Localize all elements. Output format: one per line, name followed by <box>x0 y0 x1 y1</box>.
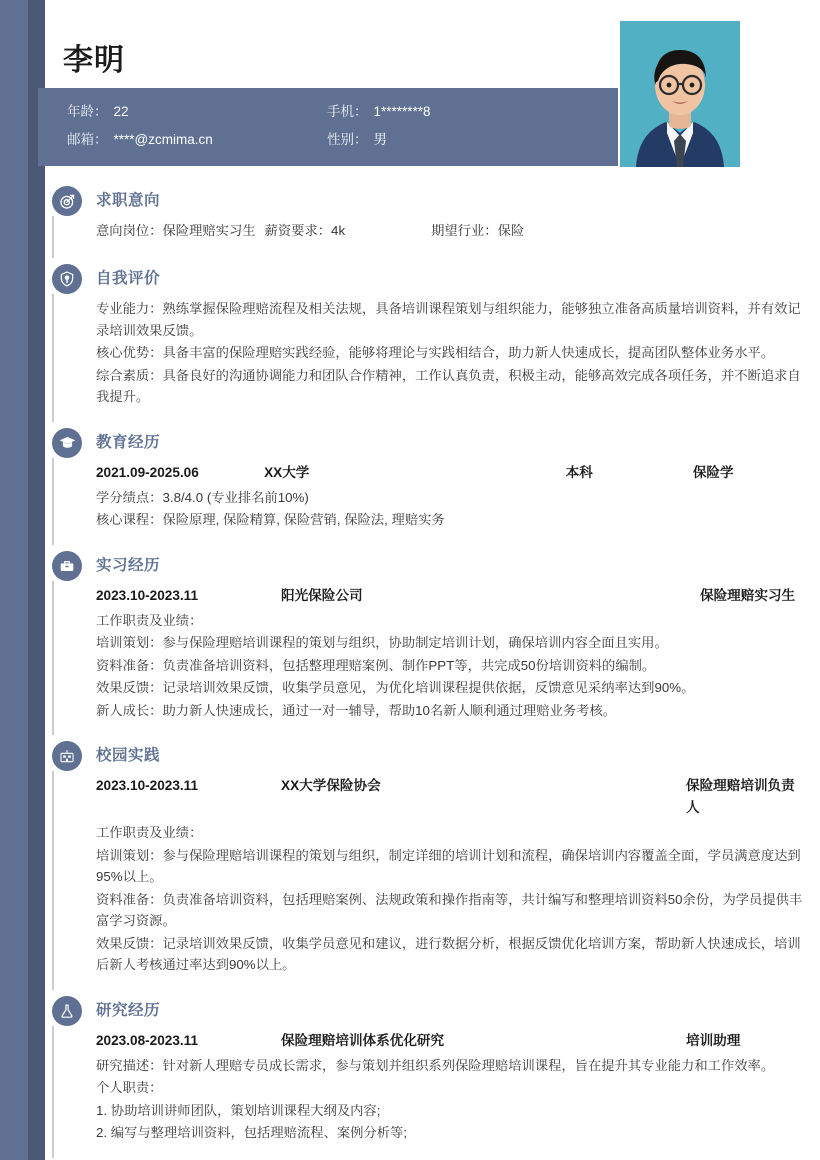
research-role: 培训助理 <box>686 1032 741 1048</box>
section-body-campus-practice <box>96 775 820 986</box>
timeline-connector <box>52 216 54 258</box>
timeline-connector <box>52 581 54 736</box>
research-entry-head <box>96 1030 806 1052</box>
left-accent-stripe <box>28 0 45 1160</box>
job-intent-industry-value: 保险 <box>497 223 525 238</box>
campus-detail: 工作职责及业绩： <box>96 825 203 840</box>
timeline-connector <box>52 771 54 990</box>
section-title-internship: 实习经历 <box>96 556 161 574</box>
flask-icon <box>52 996 82 1026</box>
section-header-internship <box>96 551 820 585</box>
graduation-cap-icon <box>52 428 82 458</box>
portrait-illustration <box>620 21 740 167</box>
education-school: XX大学 <box>264 464 310 480</box>
campus-entry-head <box>96 775 806 819</box>
info-value-phone: 1********8 <box>373 104 431 119</box>
resume-sheet <box>45 0 820 1160</box>
internship-entry-head <box>96 585 820 607</box>
campus-detail: 效果反馈：记录培训效果反馈，收集学员意见和建议，进行数据分析，根据反馈优化培训方案，帮助新人快速成长，培训后新人考核通过率达到90%以上。 <box>96 935 801 972</box>
info-label-email: 邮箱： <box>67 132 108 147</box>
internship-detail: 工作职责及业绩： <box>96 612 203 628</box>
research-detail: 研究描述：针对新人理赔专员成长需求，参与策划并组织系列保险理赔培训课程，旨在提升其专业能力和工作效率。 <box>96 1057 775 1073</box>
internship-detail: 新人成长：助力新人快速成长，通过一对一辅导，帮助10名新人顺利通过理赔业务考核。 <box>96 702 617 718</box>
section-body-research <box>96 1030 820 1154</box>
timeline-connector <box>52 294 54 422</box>
briefcase-icon <box>52 551 82 581</box>
section-header-job-intent <box>96 186 820 220</box>
info-item-gender <box>327 128 587 148</box>
info-label-gender: 性别： <box>327 132 368 147</box>
section-title-education: 教育经历 <box>96 433 161 451</box>
info-item-phone <box>327 100 587 120</box>
info-value-gender: 男 <box>373 132 387 147</box>
job-intent-position-value: 保险理赔实习生 <box>162 223 256 238</box>
campus-organization: XX大学保险协会 <box>281 778 381 793</box>
internship-detail: 资料准备：负责准备培训资料，包括整理理赔案例、制作PPT等，共完成50份培训资料的编制。 <box>96 657 656 673</box>
timeline-connector <box>52 1026 54 1158</box>
timeline-connector <box>52 458 54 545</box>
candidate-photo <box>620 21 740 167</box>
section-campus-practice <box>45 741 820 986</box>
contact-info-grid <box>67 100 607 148</box>
education-entry-head <box>96 462 820 484</box>
education-degree: 本科 <box>565 464 593 480</box>
campus-detail: 培训策划：参与保险理赔培训课程的策划与组织，制定详细的培训计划和流程，确保培训内容覆盖全面，学员满意度达到95%以上。 <box>96 847 801 884</box>
info-value-age: 22 <box>113 104 129 119</box>
self-eval-paragraph: 核心优势：具备丰富的保险理赔实践经验，能够将理论与实践相结合，助力新人快速成长，提高团队整体业务水平。 <box>96 345 775 360</box>
research-detail: 个人职责： <box>96 1080 163 1095</box>
job-intent-row <box>96 220 820 242</box>
section-body-education <box>96 462 820 541</box>
research-date: 2023.08-2023.11 <box>96 1032 199 1048</box>
section-research <box>45 996 820 1154</box>
badge-icon <box>52 264 82 294</box>
info-value-email: ****@zcmima.cn <box>113 132 213 147</box>
education-date: 2021.09-2025.06 <box>96 464 199 480</box>
internship-role: 保险理赔实习生 <box>700 587 796 603</box>
self-eval-paragraph: 专业能力：熟练掌握保险理赔流程及相关法规，具备培训课程策划与组织能力，能够独立准备高质量培训资料，并有效记录培训效果反馈。 <box>96 301 801 338</box>
section-header-education <box>96 428 820 462</box>
internship-company: 阳光保险公司 <box>281 587 363 603</box>
campus-detail: 资料准备：负责准备培训资料，包括理赔案例、法规政策和操作指南等，共计编写和整理培训资料50余份，为学员提供丰富学习资源。 <box>96 891 803 928</box>
section-header-self-evaluation <box>96 264 820 298</box>
info-label-phone: 手机： <box>327 104 368 119</box>
section-header-research <box>96 996 820 1030</box>
section-self-evaluation <box>45 264 820 418</box>
campus-role: 保险理赔培训负责人 <box>686 778 795 815</box>
section-body-internship <box>96 585 820 732</box>
campus-date: 2023.10-2023.11 <box>96 778 199 793</box>
section-header-campus-practice <box>96 741 820 775</box>
research-detail: 2. 编写与整理培训资料，包括理赔流程、案例分析等; <box>96 1125 408 1140</box>
self-eval-paragraph: 综合素质：具备良好的沟通协调能力和团队合作精神，工作认真负责，积极主动，能够高效完成各项任务，并不断追求自我提升。 <box>96 367 801 404</box>
education-major: 保险学 <box>692 464 734 480</box>
resume-body <box>45 172 820 1154</box>
internship-detail: 效果反馈：记录培训效果反馈，收集学员意见，为优化培训课程提供依据，反馈意见采纳率达到90%。 <box>96 680 695 695</box>
target-icon <box>52 186 82 216</box>
section-internship <box>45 551 820 732</box>
info-item-age <box>67 100 327 120</box>
candidate-name: 李明 <box>63 44 125 77</box>
job-intent-salary-label: 薪资要求： <box>264 223 332 238</box>
section-title-campus-practice: 校园实践 <box>96 747 161 764</box>
education-detail: 核心课程：保险原理, 保险精算, 保险营销, 保险法, 理赔实务 <box>96 512 445 527</box>
job-intent-salary-value: 4k <box>331 223 346 238</box>
info-item-email <box>67 128 327 148</box>
internship-detail: 培训策划：参与保险理赔培训课程的策划与组织，协助制定培训计划，确保培训内容全面且实用。 <box>96 635 668 650</box>
section-title-self-evaluation: 自我评价 <box>96 270 161 287</box>
section-title-research: 研究经历 <box>96 1001 161 1019</box>
section-job-intent <box>45 186 820 254</box>
education-detail: 学分绩点：3.8/4.0 (专业排名前10%) <box>96 489 309 505</box>
section-body-self-evaluation <box>96 298 820 418</box>
contact-info-band <box>38 88 618 166</box>
resume-header <box>45 0 820 172</box>
campus-building-icon <box>52 741 82 771</box>
section-body-job-intent <box>96 220 820 254</box>
research-project: 保险理赔培训体系优化研究 <box>281 1032 445 1048</box>
job-intent-position-label: 意向岗位： <box>96 223 163 238</box>
section-title-job-intent: 求职意向 <box>96 192 161 209</box>
info-label-age: 年龄： <box>67 104 108 119</box>
research-detail: 1. 协助培训讲师团队，策划培训课程大纲及内容; <box>96 1102 381 1118</box>
job-intent-industry-label: 期望行业： <box>431 223 498 238</box>
section-education <box>45 428 820 541</box>
internship-date: 2023.10-2023.11 <box>96 587 199 603</box>
